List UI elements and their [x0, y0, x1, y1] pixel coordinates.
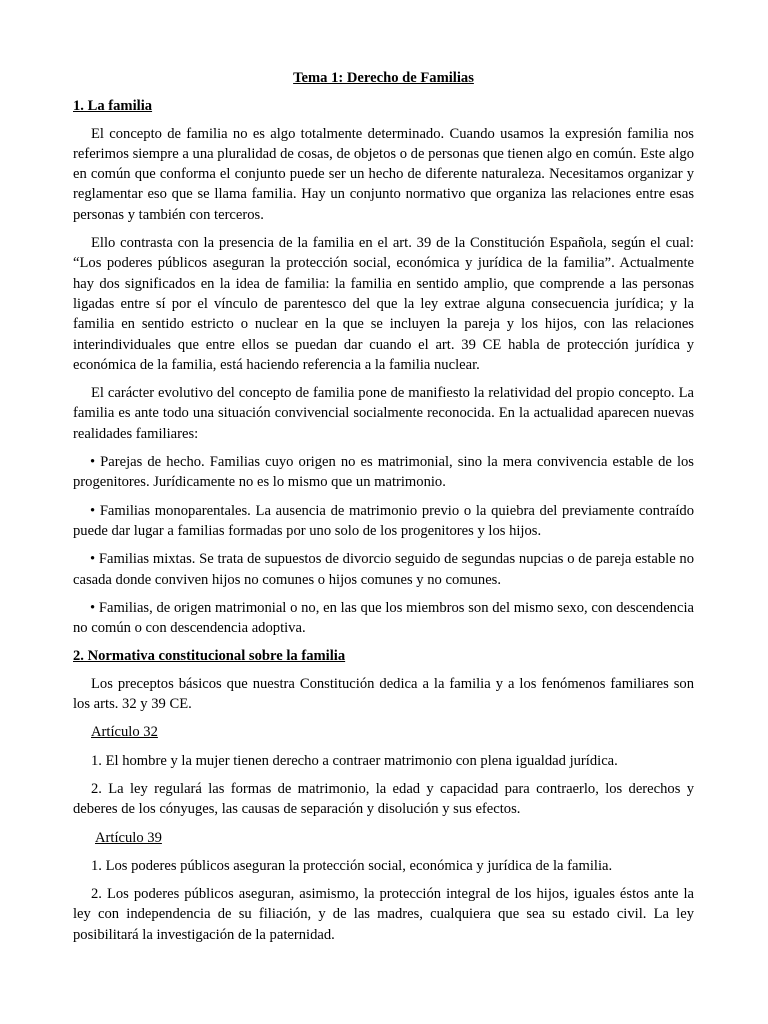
article-item: 2. Los poderes públicos aseguran, asimismo, la protección integral de los hijos, iguales éstos ante la ley con independencia de su filiación, y de las madres, cualquiera que sea su estado civil. La ley posibilitará la investigación de la paternidad. [73, 886, 694, 943]
bullet-item: • Familias, de origen matrimonial o no, en las que los miembros son del mismo sexo, con descendencia no común o con descendencia adoptiva. [73, 599, 694, 637]
section-heading-normativa: 2. Normativa constitucional sobre la familia [73, 648, 346, 665]
article-32-label: Artículo 32 [91, 724, 158, 741]
paragraph: El concepto de familia no es algo totalmente determinado. Cuando usamos la expresión familia nos referimos siempre a una pluralidad de cosas, de objetos o de personas que tienen algo en común. Este algo en común que conforma el conjunto puede ser un hecho de diferente naturaleza. Necesitamos organizar y reglamentar eso que se llama familia. Hay un conjunto normativo que organiza las relaciones entre esas personas y también con terceros. [73, 125, 694, 223]
article-39-label: Artículo 39 [95, 829, 162, 846]
bullet-item: • Familias monoparentales. La ausencia de matrimonio previo o la quiebra del previamente contraído puede dar lugar a familias formadas por uno solo de los progenitores y los hijos. [73, 502, 694, 539]
article-item: 2. La ley regulará las formas de matrimonio, la edad y capacidad para contraerlo, los derechos y deberes de los cónyuges, las causas de separación y disolución y sus efectos. [73, 780, 694, 818]
bullet-item: • Familias mixtas. Se trata de supuestos de divorcio seguido de segundas nupcias o de pareja estable no casada donde conviven hijos no comunes o hijos comunes y no comunes. [73, 551, 694, 588]
paragraph: El carácter evolutivo del concepto de familia pone de manifiesto la relatividad del propio concepto. La familia es ante todo una situación convivencial socialmente reconocida. En la actualidad aparecen nuevas realidades familiares: [73, 385, 694, 442]
paragraph: Los preceptos básicos que nuestra Constitución dedica a la familia y a los fenómenos familiares son los arts. 32 y 39 CE. [73, 675, 694, 713]
paragraph: Ello contrasta con la presencia de la familia en el art. 39 de la Constitución Española, según el cual: “Los poderes públicos aseguran la protección social, económica y jurídica de la familia”. Actualmente hay dos significados en la idea de familia: la familia en sentido amplio, que comprende a las personas ligadas entre sí por el vínculo de parentesco del que la ley extrae alguna consecuencia jurídica; y la familia en sentido estricto o nuclear en la que se incluyen la pareja y los hijos, con las relaciones interindividuales que entre ellos se puedan dar cuando el art. 39 CE habla de protección jurídica y económica de la familia, está haciendo referencia a la familia nuclear. [73, 235, 694, 373]
document-title: Tema 1: Derecho de Familias [293, 70, 474, 86]
document-page [73, 68, 694, 945]
bullet-item: • Parejas de hecho. Familias cuyo origen no es matrimonial, sino la mera convivencia estable de los progenitores. Jurídicamente no es lo mismo que un matrimonio. [73, 454, 694, 491]
article-item: 1. El hombre y la mujer tienen derecho a contraer matrimonio con plena igualdad jurídica. [91, 752, 618, 769]
article-item: 1. Los poderes públicos aseguran la protección social, económica y jurídica de la familia. [91, 857, 613, 874]
section-heading-la-familia: 1. La familia [73, 98, 153, 115]
